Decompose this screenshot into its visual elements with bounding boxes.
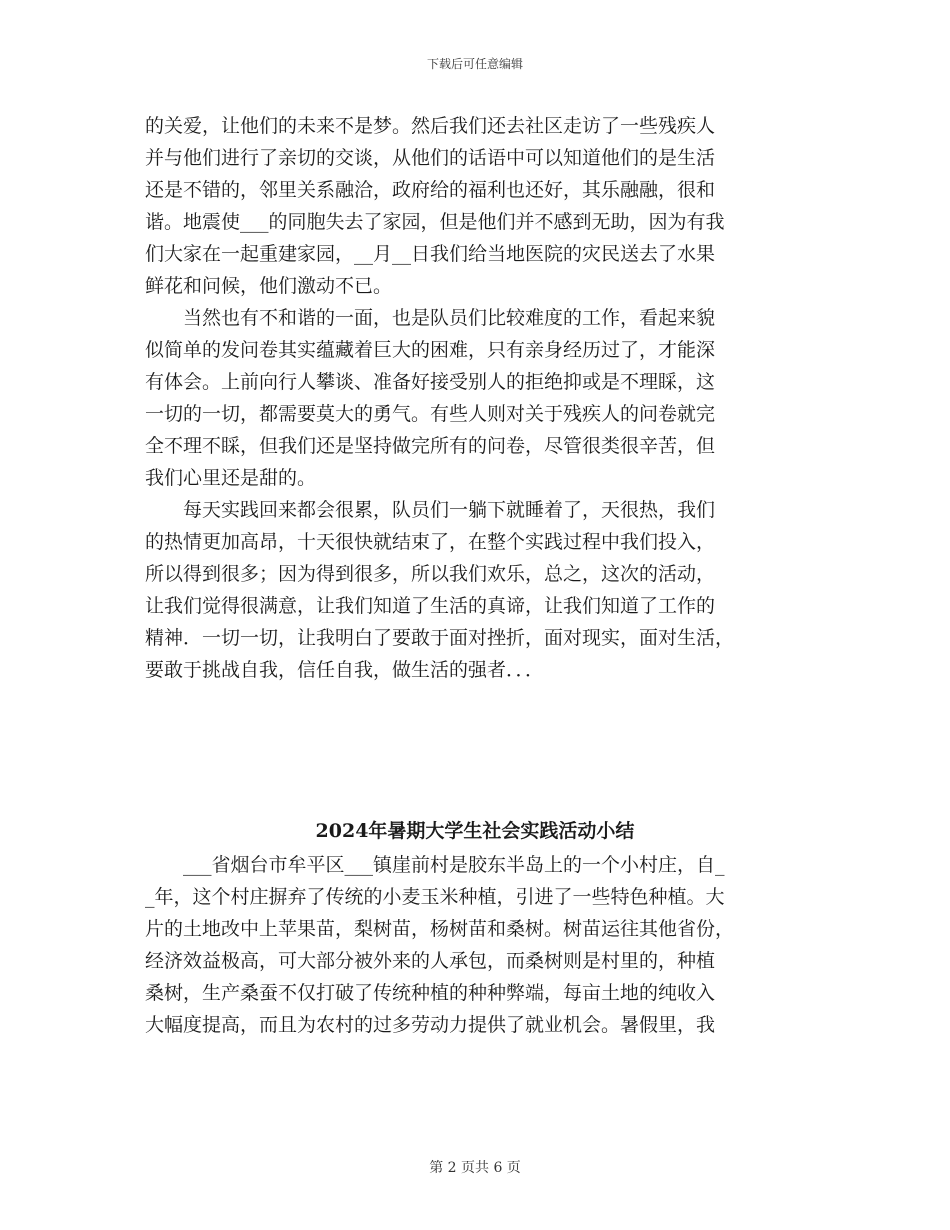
text-line: 每天实践回来都会很累，队员们一躺下就睡着了，天很热，我们 (145, 499, 716, 521)
text-line: 我们心里还是甜的。 (145, 467, 317, 489)
text-line: 鲜花和问候，他们激动不已。 (145, 275, 393, 297)
page-header: 下载后可任意编辑 (426, 57, 523, 71)
text-line: 还是不错的，邻里关系融洽，政府给的福利也还好，其乐融融，很和 (145, 179, 716, 201)
text-line: 谐。地震使___的同胞失去了家园，但是他们并不感到无助，因为有我 (145, 211, 725, 233)
body-text-top (145, 110, 805, 686)
text-line: 们大家在一起重建家园，__月__日我们给当地医院的灾民送去了水果 (145, 243, 716, 265)
text-line: 的关爱，让他们的未来不是梦。然后我们还去社区走访了一些残疾人 (145, 115, 716, 137)
text-line: 要敢于挑战自我，信任自我，做生活的强者．．． (145, 659, 545, 681)
body-text-bottom (145, 849, 805, 1041)
text-line: 所以得到很多；因为得到很多，所以我们欢乐，总之，这次的活动， (145, 563, 716, 585)
text-line: 片的土地改中上苹果苗，梨树苗，杨树苗和桑树。树苗运往其他省份， (145, 918, 735, 940)
text-line: 并与他们进行了亲切的交谈，从他们的话语中可以知道他们的是生活 (145, 147, 716, 169)
text-line: 的热情更加高昂，十天很快就结束了，在整个实践过程中我们投入， (145, 531, 716, 553)
text-line: 全不理不睬，但我们还是坚持做完所有的问卷，尽管很类很辛苦，但 (145, 435, 716, 457)
text-line: _年，这个村庄摒弃了传统的小麦玉米种植，引进了一些特色种植。大 (145, 886, 725, 908)
text-line: 当然也有不和谐的一面，也是队员们比较难度的工作，看起来貌 (145, 307, 716, 329)
text-line: ___省烟台市牟平区___镇崖前村是胶东半岛上的一个小村庄，自_ (145, 854, 725, 876)
text-line: 经济效益极高，可大部分被外来的人承包，而桑树则是村里的，种植 (145, 950, 716, 972)
text-line: 大幅度提高，而且为农村的过多劳动力提供了就业机会。暑假里，我 (145, 1014, 716, 1036)
text-line: 有体会。上前向行人攀谈、准备好接受别人的拒绝抑或是不理睬，这 (145, 371, 716, 393)
text-line: 一切的一切，都需要莫大的勇气。有些人则对关于残疾人的问卷就完 (145, 403, 716, 425)
page-footer: 第 2 页共 6 页 (429, 1160, 521, 1176)
section-title: 2024年暑期大学生社会实践活动小结 (315, 820, 635, 842)
text-line: 让我们觉得很满意，让我们知道了生活的真谛，让我们知道了工作的 (145, 595, 716, 617)
text-line: 似简单的发问卷其实蕴藏着巨大的困难，只有亲身经历过了，才能深 (145, 339, 716, 361)
text-line: 桑树，生产桑蚕不仅打破了传统种植的种种弊端，每亩土地的纯收入 (145, 982, 716, 1004)
text-line: 精神．一切一切，让我明白了要敢于面对挫折，面对现实，面对生活， (145, 627, 735, 649)
